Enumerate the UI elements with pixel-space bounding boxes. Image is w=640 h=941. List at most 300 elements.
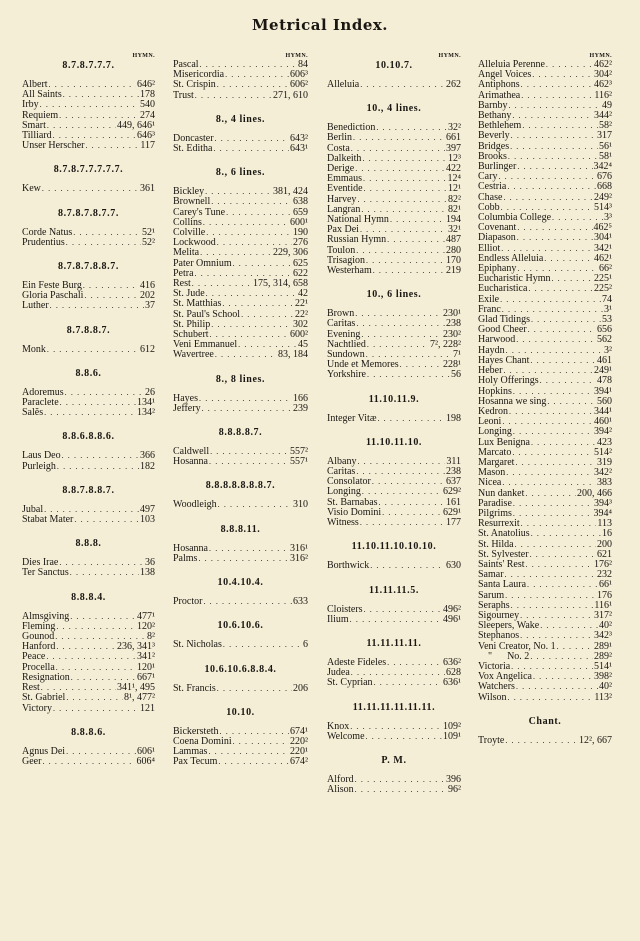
hymn-number: 316¹ bbox=[290, 542, 308, 554]
hymn-number: 600² bbox=[290, 329, 308, 341]
hymn-number: 113² bbox=[594, 691, 612, 703]
hymn-number: 342¹ bbox=[594, 242, 612, 254]
tune-name: Sleepers, Wake bbox=[478, 620, 540, 632]
dot-leader bbox=[350, 615, 442, 625]
tune-name: Paraclete bbox=[22, 397, 59, 409]
hymn-number: 274 bbox=[140, 109, 155, 121]
tune-name: Adoremus bbox=[22, 386, 64, 398]
dot-leader bbox=[498, 172, 596, 182]
dot-leader bbox=[223, 640, 302, 650]
hymn-column-label: HYMN. bbox=[132, 53, 155, 59]
tune-entry bbox=[478, 736, 612, 746]
meter-heading: Chant. bbox=[528, 715, 562, 727]
dot-leader bbox=[203, 597, 292, 607]
hymn-number: 497 bbox=[140, 503, 155, 515]
tune-name: Victory bbox=[22, 702, 52, 714]
hymn-number: 116¹ bbox=[594, 599, 612, 611]
dot-leader bbox=[225, 70, 289, 80]
tune-name: Hanford bbox=[22, 641, 56, 653]
tune-name: " No. 2 bbox=[478, 650, 530, 662]
meter-heading: 8.8.8.4. bbox=[71, 591, 106, 603]
hymn-number: 289² bbox=[594, 650, 612, 662]
hymn-number: 120² bbox=[137, 620, 155, 632]
dot-leader bbox=[202, 404, 292, 414]
meter-heading: 8.8.8.8.7. bbox=[218, 427, 263, 439]
meter-section bbox=[173, 620, 308, 650]
hymn-number: 383 bbox=[597, 477, 612, 489]
hymn-number: 319 bbox=[597, 456, 612, 468]
hymn-number: 643¹ bbox=[290, 143, 308, 155]
tune-entry bbox=[327, 678, 461, 688]
meter-section bbox=[22, 60, 155, 151]
hymn-number: 16 bbox=[602, 528, 612, 540]
hymn-number: 540 bbox=[140, 99, 155, 111]
dot-leader bbox=[528, 284, 593, 294]
hymn-number: 487 bbox=[446, 234, 461, 246]
dot-leader bbox=[525, 489, 576, 499]
meter-heading: 10.4.10.4. bbox=[217, 577, 264, 589]
hymn-number: 53 bbox=[602, 314, 612, 326]
tune-name: Dies Irae bbox=[22, 557, 59, 569]
hymn-number: 6 bbox=[303, 639, 308, 651]
hymn-number: 394² bbox=[594, 426, 612, 438]
dot-leader bbox=[218, 757, 289, 767]
meter-heading: 10.6.10.6.8.8.4. bbox=[204, 663, 277, 675]
dot-leader bbox=[516, 682, 598, 692]
hymn-number: 636² bbox=[443, 656, 461, 668]
meter-heading: 8.8.8.6. bbox=[71, 726, 106, 738]
dot-leader bbox=[521, 91, 593, 101]
tune-name: Luther bbox=[22, 300, 49, 312]
tune-name: Albany bbox=[327, 455, 357, 467]
tune-name: Seraphs bbox=[478, 599, 510, 611]
hymn-number: 557² bbox=[290, 446, 308, 458]
hymn-number: 422 bbox=[446, 163, 461, 175]
meter-section bbox=[22, 727, 155, 767]
hymn-number: 219 bbox=[446, 265, 461, 277]
meter-section bbox=[173, 374, 308, 414]
dot-leader bbox=[60, 398, 136, 408]
hymn-number: 514¹ bbox=[594, 660, 612, 672]
dot-leader bbox=[241, 310, 294, 320]
hymn-number: 52¹ bbox=[142, 226, 155, 238]
tune-name: St. Philip bbox=[173, 318, 211, 330]
hymn-number: 3³ bbox=[604, 212, 612, 224]
meter-heading: 8.7.8.7.7.7. bbox=[62, 60, 115, 71]
meter-section bbox=[173, 664, 308, 694]
dot-leader bbox=[364, 605, 442, 615]
tune-name: Nun danket bbox=[478, 487, 525, 499]
dot-leader bbox=[364, 184, 447, 194]
hymn-number: 643² bbox=[290, 132, 308, 144]
meter-section bbox=[22, 368, 155, 419]
tune-name: Covenant bbox=[478, 222, 517, 234]
hymn-number: 161 bbox=[446, 496, 461, 508]
meter-heading: 8.8.6.8.8.6. bbox=[62, 431, 115, 443]
meter-heading: 8.7.8.7.7.7.7.7. bbox=[53, 164, 124, 176]
tune-name: Chase bbox=[478, 191, 503, 203]
hymn-number: 238 bbox=[446, 466, 461, 478]
tune-name: Pax Dei bbox=[327, 224, 359, 236]
meter-heading: 8., 4 lines. bbox=[215, 113, 266, 125]
hymn-number: 271, 610 bbox=[273, 89, 308, 101]
tune-name: Sarum bbox=[478, 589, 505, 601]
hymn-number: 310 bbox=[293, 499, 308, 511]
tune-name: Leoni bbox=[478, 416, 502, 428]
hymn-number: 638 bbox=[293, 196, 308, 208]
tune-name: St. Francis bbox=[173, 682, 216, 694]
tune-name: Ilium bbox=[327, 613, 349, 625]
dot-leader bbox=[218, 500, 292, 510]
meter-heading: 10.10. bbox=[226, 706, 255, 718]
tune-entry bbox=[478, 693, 612, 703]
dot-leader bbox=[215, 350, 277, 360]
tune-name: Geer bbox=[22, 755, 42, 767]
meter-section bbox=[327, 638, 461, 689]
hymn-number: 646² bbox=[137, 79, 155, 90]
meter-section bbox=[22, 325, 155, 355]
tune-name: Rest bbox=[22, 682, 40, 694]
hymn-number: 629² bbox=[443, 486, 461, 498]
dot-leader bbox=[382, 508, 442, 518]
tune-name: Visio Domini bbox=[327, 506, 382, 518]
tune-name: Misericordia bbox=[173, 69, 225, 81]
hymn-number: 238 bbox=[446, 318, 461, 330]
hymn-number: 138 bbox=[140, 567, 155, 579]
hymn-number: 676 bbox=[597, 171, 612, 183]
hymn-number: 496² bbox=[443, 603, 461, 615]
dot-leader bbox=[63, 90, 139, 100]
tune-entry bbox=[22, 184, 155, 194]
meter-heading: 10.10.7. bbox=[375, 60, 413, 71]
hymn-number: 342² bbox=[594, 467, 612, 479]
tune-name: Marcato bbox=[478, 446, 512, 458]
hymn-number: 229, 306 bbox=[273, 247, 308, 259]
meter-heading: 11.11.11.11.11.11. bbox=[352, 701, 436, 713]
hymn-number: 117 bbox=[140, 140, 155, 152]
dot-leader bbox=[546, 60, 593, 70]
dot-leader bbox=[379, 498, 445, 508]
tune-name: Cestria bbox=[478, 181, 507, 193]
tune-name: Beverly bbox=[478, 130, 510, 142]
tune-name: Hayes Chant bbox=[478, 354, 530, 366]
tune-name: Toulon bbox=[327, 244, 356, 256]
dot-leader bbox=[367, 370, 450, 380]
hymn-number: 56 bbox=[451, 369, 461, 381]
tune-name: Westerham bbox=[327, 265, 372, 277]
tune-entry bbox=[22, 90, 155, 100]
dot-leader bbox=[355, 775, 445, 785]
dot-leader bbox=[360, 80, 445, 90]
tune-name: Almsgiving bbox=[22, 610, 70, 622]
dot-leader bbox=[508, 101, 601, 111]
hymn-number: 220² bbox=[290, 735, 308, 747]
hymn-number: 606¹ bbox=[137, 745, 155, 757]
hymn-number: 656 bbox=[597, 324, 612, 336]
hymn-number: 276 bbox=[293, 237, 308, 249]
dot-leader bbox=[502, 478, 596, 488]
hymn-number: 134¹ bbox=[137, 397, 155, 409]
dot-leader bbox=[505, 591, 596, 601]
tune-name: Trust bbox=[173, 89, 194, 101]
tune-name: Carey's Tune bbox=[173, 206, 226, 218]
hymn-number: 612 bbox=[140, 343, 155, 355]
dot-leader bbox=[211, 320, 292, 330]
meter-section bbox=[22, 208, 155, 248]
tune-name: Benediction bbox=[327, 122, 376, 134]
dot-leader bbox=[355, 785, 447, 795]
hymn-number: 116² bbox=[594, 89, 612, 101]
dot-leader bbox=[531, 529, 601, 539]
tune-name: Cloisters bbox=[327, 603, 363, 615]
index-column-3 bbox=[327, 52, 461, 808]
tune-name: Proctor bbox=[173, 596, 203, 608]
tune-name: Requiem bbox=[22, 109, 59, 121]
index-column-2 bbox=[173, 52, 308, 781]
tune-name: Smart bbox=[22, 119, 46, 131]
tune-name: Santa Laura bbox=[478, 579, 527, 591]
meter-section bbox=[22, 538, 155, 578]
tune-name: Diapason bbox=[478, 232, 516, 244]
tune-name: Lammas bbox=[173, 746, 208, 758]
dot-leader bbox=[400, 360, 442, 370]
dot-leader bbox=[59, 558, 144, 568]
tune-name: Gloria Paschali bbox=[22, 290, 84, 302]
hymn-number: 236, 341³ bbox=[117, 641, 155, 653]
hymn-number: 32¹ bbox=[448, 224, 461, 236]
meter-section bbox=[22, 485, 155, 525]
hymn-number: 200 bbox=[597, 538, 612, 550]
meter-heading: 10., 6 lines. bbox=[366, 289, 422, 301]
hymn-number: 121 bbox=[140, 702, 155, 714]
tune-name: Holy Offerings bbox=[478, 375, 539, 387]
tune-name: Russian Hymn bbox=[327, 234, 387, 246]
hymn-number: 198 bbox=[446, 412, 461, 424]
tune-name: Lockwood bbox=[173, 237, 216, 249]
hymn-number: 249² bbox=[594, 191, 612, 203]
dot-leader bbox=[74, 515, 139, 525]
tune-name: Antiphons bbox=[478, 79, 520, 91]
hymn-number: 462¹ bbox=[594, 252, 612, 264]
tune-name: Procella bbox=[22, 661, 55, 673]
hymn-number: 109¹ bbox=[443, 730, 461, 742]
dot-leader bbox=[544, 254, 593, 264]
tune-name: Paradise bbox=[478, 497, 512, 509]
hymn-number: 82² bbox=[448, 193, 461, 205]
hymn-number: 230² bbox=[443, 328, 461, 340]
hymn-number: 304² bbox=[594, 69, 612, 81]
tune-entry bbox=[22, 301, 155, 311]
tune-entry bbox=[173, 144, 308, 154]
hymn-number: 32² bbox=[448, 122, 461, 134]
dot-leader bbox=[70, 568, 139, 578]
meter-heading: 8.8.8.11. bbox=[220, 523, 261, 535]
hymn-number: 194 bbox=[446, 214, 461, 226]
tune-name: Resignation bbox=[22, 671, 70, 683]
dot-leader bbox=[355, 309, 442, 319]
dot-leader bbox=[213, 144, 289, 154]
hymn-number: 462² bbox=[594, 59, 612, 70]
hymn-number: 220¹ bbox=[290, 746, 308, 758]
hymn-number: 661 bbox=[446, 132, 461, 144]
dot-leader bbox=[517, 233, 593, 243]
tune-name: Nachtlied bbox=[327, 338, 366, 350]
meter-section bbox=[173, 577, 308, 607]
tune-entry bbox=[22, 704, 155, 714]
tune-name: Wilson bbox=[478, 691, 507, 703]
dot-leader bbox=[515, 458, 596, 468]
tune-name: Tilliard bbox=[22, 130, 52, 142]
meter-heading: 11.10.11.9. bbox=[368, 393, 420, 405]
meter-section bbox=[173, 427, 308, 467]
hymn-number: 239 bbox=[293, 402, 308, 414]
dot-leader bbox=[56, 642, 116, 652]
tune-entry bbox=[478, 376, 612, 386]
meter-section bbox=[327, 60, 461, 90]
hymn-number: 496¹ bbox=[443, 613, 461, 625]
tune-name: Bethlehem bbox=[478, 120, 522, 132]
tune-name: Bridges bbox=[478, 140, 510, 152]
tune-name: Palms bbox=[173, 552, 198, 564]
hymn-number: 3² bbox=[604, 344, 612, 356]
tune-name: Pax Tecum bbox=[173, 756, 218, 768]
hymn-number: 74 bbox=[602, 293, 612, 305]
hymn-number: 230¹ bbox=[443, 308, 461, 320]
tune-entry bbox=[22, 568, 155, 578]
tune-name: Collins bbox=[173, 216, 202, 228]
tune-entry bbox=[478, 478, 612, 488]
dot-leader bbox=[513, 499, 593, 509]
tune-name: Cobb bbox=[478, 201, 500, 213]
hymn-number: 56¹ bbox=[599, 140, 612, 152]
tune-name: Bickley bbox=[173, 186, 205, 198]
meter-heading: 8., 6 lines. bbox=[215, 167, 266, 179]
tune-name: Columbia College bbox=[478, 212, 552, 224]
hymn-number: 341² bbox=[137, 651, 155, 663]
dot-leader bbox=[65, 388, 144, 398]
tune-name: Yorkshire bbox=[327, 369, 366, 381]
dot-leader bbox=[85, 141, 139, 151]
dot-leader bbox=[205, 187, 272, 197]
tune-name: Veni Creator, No. 1 bbox=[478, 640, 556, 652]
tune-name: Lux Benigna bbox=[478, 436, 530, 448]
tune-name: St. Matthias bbox=[173, 298, 222, 310]
dot-leader bbox=[363, 174, 447, 184]
tune-name: Pater Omnium bbox=[173, 257, 232, 269]
hymn-number: 84 bbox=[298, 59, 308, 70]
tune-name: Haydn bbox=[478, 344, 505, 356]
tune-name: Rest bbox=[173, 278, 191, 290]
tune-name: National Hymn bbox=[327, 214, 389, 226]
hymn-number: 621 bbox=[597, 548, 612, 560]
hymn-number: 606³ bbox=[290, 69, 308, 81]
tune-name: Victoria bbox=[478, 660, 511, 672]
tune-entry bbox=[327, 414, 461, 424]
dot-leader bbox=[500, 295, 601, 305]
dot-leader bbox=[532, 70, 593, 80]
tune-name: Brown bbox=[327, 308, 355, 320]
dot-leader bbox=[46, 652, 136, 662]
dot-leader bbox=[373, 266, 445, 276]
tune-name: Ein Feste Burg bbox=[22, 280, 82, 292]
dot-leader bbox=[531, 315, 601, 325]
hymn-number: 249¹ bbox=[594, 365, 612, 377]
hymn-number: 625 bbox=[293, 257, 308, 269]
hymn-number: 200, 466 bbox=[577, 487, 612, 499]
tune-name: St. Anatolius bbox=[478, 528, 530, 540]
dot-leader bbox=[521, 519, 597, 529]
tune-name: Jubal bbox=[22, 503, 44, 515]
hymn-number: 342⁴ bbox=[593, 161, 612, 173]
dot-leader bbox=[47, 345, 139, 355]
dot-leader bbox=[507, 182, 596, 192]
dot-leader bbox=[510, 142, 598, 152]
hymn-number: 667¹ bbox=[137, 671, 155, 683]
hymn-number: 317 bbox=[597, 130, 612, 142]
tune-entry bbox=[173, 640, 308, 650]
meter-heading: 10., 4 lines. bbox=[366, 103, 422, 115]
tune-entry bbox=[327, 785, 461, 795]
tune-name: Ter Sanctus bbox=[22, 567, 69, 579]
meter-heading: 8.7.8.8.7. bbox=[66, 324, 111, 336]
meter-section bbox=[327, 394, 461, 424]
meter-section bbox=[22, 592, 155, 714]
dot-leader bbox=[209, 544, 289, 554]
hymn-number: 606² bbox=[290, 79, 308, 91]
dot-leader bbox=[50, 301, 144, 311]
hymn-number: 344² bbox=[594, 110, 612, 122]
hymn-number: 478 bbox=[597, 375, 612, 387]
tune-name: Stephanos bbox=[478, 630, 520, 642]
tune-name: Schubert bbox=[173, 329, 209, 341]
dot-leader bbox=[540, 621, 598, 631]
tune-name: Emmaus bbox=[327, 173, 362, 185]
dot-leader bbox=[47, 121, 116, 131]
tune-name: Irby bbox=[22, 99, 39, 111]
tune-name: Alleluia bbox=[327, 79, 360, 90]
hymn-number: 394³ bbox=[594, 497, 612, 509]
tune-entry bbox=[327, 370, 461, 380]
tune-name: Corde Natus bbox=[22, 226, 73, 238]
dot-leader bbox=[513, 509, 593, 519]
hymn-number: 461 bbox=[597, 354, 612, 366]
tune-name: Saints' Rest bbox=[478, 558, 525, 570]
tune-name: Gounod bbox=[22, 631, 55, 643]
hymn-number: 674¹ bbox=[290, 725, 308, 737]
tune-name: Costa bbox=[327, 142, 350, 154]
tune-entry bbox=[173, 91, 308, 101]
hymn-number: 398² bbox=[594, 671, 612, 683]
hymn-number: 394⁴ bbox=[593, 507, 612, 519]
hymn-number: 449, 646¹ bbox=[117, 119, 155, 131]
hymn-number: 8¹, 477² bbox=[124, 692, 155, 704]
dot-leader bbox=[370, 561, 445, 571]
dot-leader bbox=[526, 560, 593, 570]
tune-entry bbox=[327, 518, 461, 528]
tune-name: Angel Voices bbox=[478, 69, 532, 81]
tune-entry bbox=[173, 500, 308, 510]
dot-leader bbox=[376, 123, 447, 133]
hymn-number: 8² bbox=[147, 631, 155, 643]
hymn-number: 58¹ bbox=[599, 150, 612, 162]
hymn-number: 397 bbox=[446, 142, 461, 154]
hymn-number: 600¹ bbox=[290, 216, 308, 228]
dot-leader bbox=[511, 601, 594, 611]
dot-leader bbox=[512, 448, 593, 458]
tune-entry bbox=[478, 162, 612, 172]
hymn-number: 416 bbox=[140, 280, 155, 292]
meter-section bbox=[22, 164, 155, 194]
